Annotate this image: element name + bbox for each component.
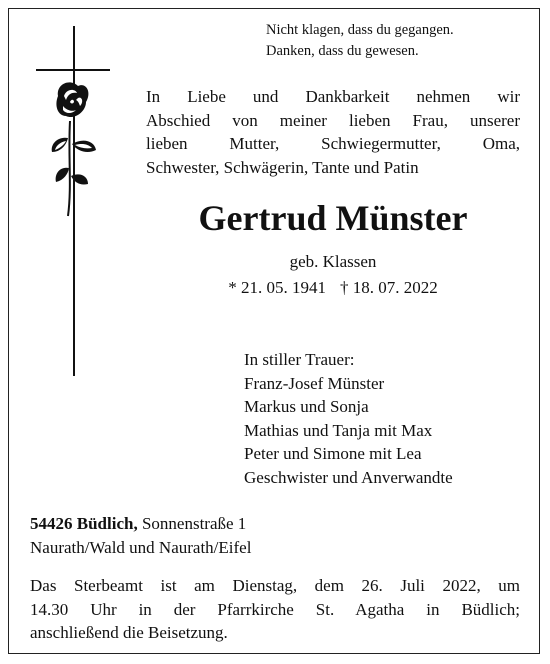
address-line-1: [30, 512, 251, 536]
mourners-heading: In stiller Trauer:: [244, 350, 355, 369]
mourner-entry: Geschwister und Anverwandte: [244, 467, 453, 487]
funeral-notice: [30, 574, 520, 645]
quote: [266, 20, 454, 62]
quote-line-2: Danken, dass du gewesen.: [266, 43, 419, 59]
mourners-list: [244, 348, 453, 489]
intro-line: Abschied von meiner lieben Frau, unserer: [146, 110, 520, 130]
mourner-entry: Mathias und Tanja mit Max: [244, 420, 433, 440]
quote-line-1: Nicht klagen, dass du gegangen.: [266, 22, 454, 38]
death-date: † 18. 07. 2022: [340, 278, 438, 297]
mourner-entry: Peter und Simone mit Lea: [244, 444, 422, 463]
intro-line: lieben Mutter, Schwiegermutter, Oma,: [146, 134, 520, 153]
notice-line: anschließend die Beisetzung.: [30, 623, 228, 642]
cross-with-rose-icon: [30, 26, 120, 376]
birth-name: geb. Klassen: [289, 252, 377, 271]
birth-date: * 21. 05. 1941: [228, 278, 326, 297]
intro-text: [146, 85, 520, 179]
intro-line: Schwester, Schwägerin, Tante und Patin: [146, 157, 419, 177]
mourner-entry: Markus und Sonja: [244, 397, 369, 416]
address-street: Sonnenstraße 1: [137, 514, 247, 533]
intro-line: In Liebe und Dankbarkeit nehmen wir: [146, 87, 520, 106]
notice-line: 14.30 Uhr in der Pfarrkirche St. Agatha in Büdlich;: [30, 599, 520, 619]
address-block: [30, 512, 251, 559]
address-line-2: Naurath/Wald und Naurath/Eifel: [30, 537, 252, 557]
address-city: 54426 Büdlich,: [30, 514, 138, 533]
life-dates: [146, 278, 520, 298]
notice-line: Das Sterbeamt ist am Dienstag, dem 26. Juli 2022, um: [30, 576, 520, 595]
deceased-name: Gertrud Münster: [198, 198, 468, 238]
mourner-entry: Franz-Josef Münster: [244, 373, 385, 393]
